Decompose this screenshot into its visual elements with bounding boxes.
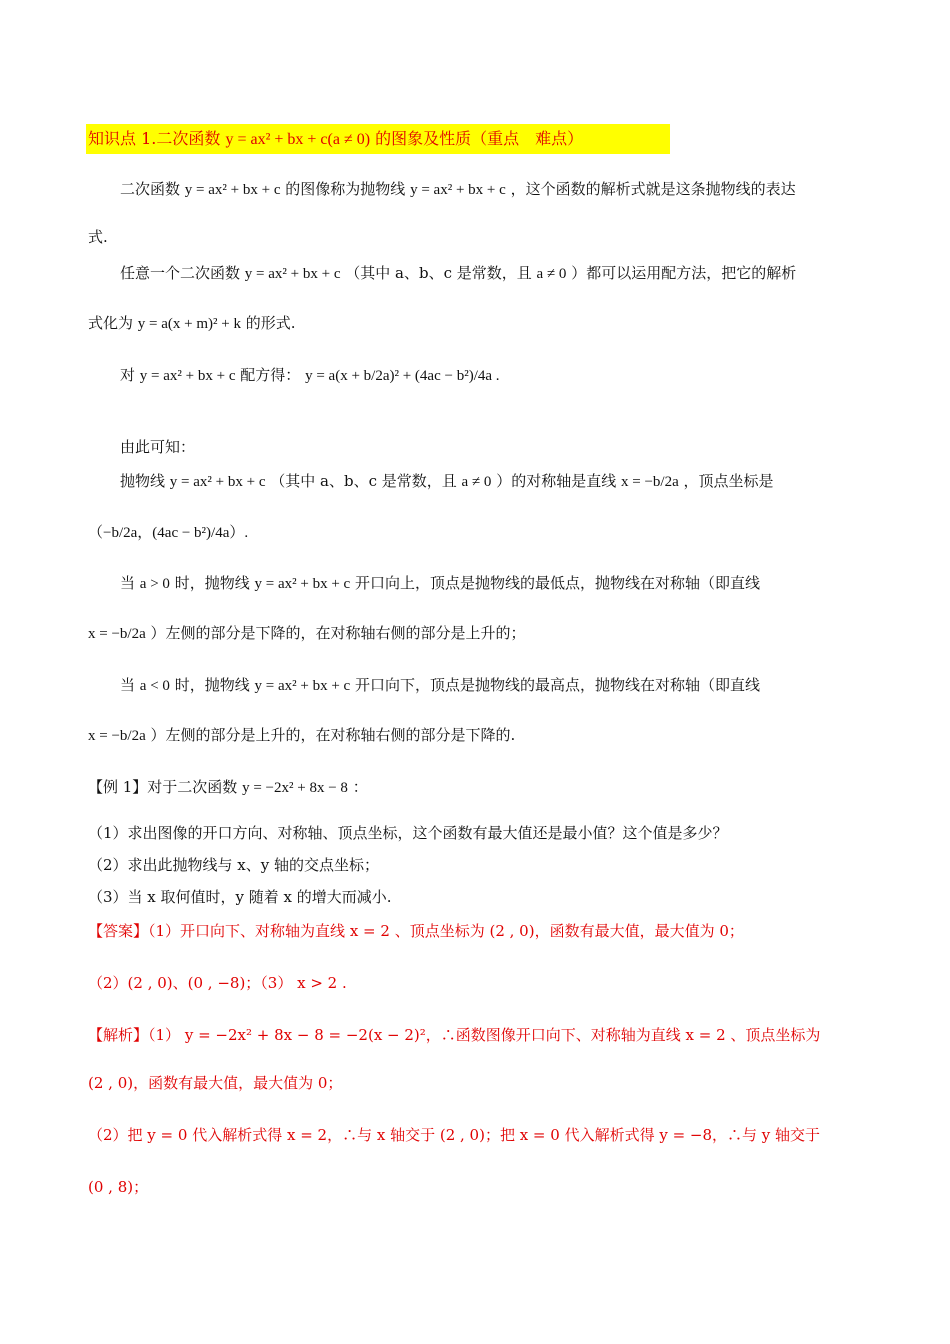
formula: y = ax² + bx + c: [244, 266, 341, 282]
para2-line2: [88, 312, 296, 335]
formula: a ≠ 0: [536, 266, 567, 282]
text: 任意一个二次函数: [120, 264, 241, 282]
formula: a < 0: [139, 678, 170, 694]
formula: y = ax² + bx + c: [254, 576, 351, 592]
analysis-line3: （2）把 y = 0 代入解析式得 x = 2，∴与 x 轴交于 (2 , 0)；把 x = 0 代入解析式得 y = −8，∴与 y 轴交于: [88, 1126, 821, 1144]
text: ）左侧的部分是上升的，在对称轴右侧的部分是下降的.: [150, 726, 516, 744]
formula: a ≠ 0: [461, 474, 492, 490]
text: 式化为: [88, 314, 134, 332]
analysis-label: 【解析】: [88, 1026, 149, 1044]
para6-line2: [88, 622, 526, 645]
section-heading: [88, 128, 583, 151]
formula: y = ax² + bx + c: [184, 182, 281, 198]
para7-line1: [120, 674, 760, 697]
example-title: [88, 776, 368, 799]
formula: a > 0: [139, 576, 170, 592]
text: 对: [120, 366, 136, 384]
text: ，这个函数的解析式就是这条抛物线的表达: [510, 180, 796, 198]
text: 当: [120, 676, 136, 694]
text: 抛物线: [120, 472, 166, 490]
example-q1: （1）求出图像的开口方向、对称轴、顶点坐标，这个函数有最大值还是最小值？这个值是多少？: [88, 824, 728, 842]
answer-line2: （2）(2 , 0)、(0 , −8)；（3） x > 2 .: [88, 974, 347, 992]
text: ）都可以运用配方法，把它的解析: [571, 264, 797, 282]
para7-line2: [88, 724, 515, 747]
text: ，顶点坐标是: [683, 472, 774, 490]
text: 的形式.: [245, 314, 296, 332]
formula: x = −b/2a: [621, 474, 679, 490]
text: （其中 a、b、c 是常数，且: [270, 472, 457, 490]
analysis-line2: (2 , 0)，函数有最大值，最大值为 0；: [88, 1074, 343, 1092]
formula: y = ax² + bx + c: [169, 474, 266, 490]
formula: y = ax² + bx + c: [410, 182, 506, 198]
formula: y = ax² + bx + c: [254, 678, 351, 694]
formula: x = −b/2a: [88, 626, 146, 642]
text: ：: [352, 778, 368, 796]
completed-square-formula: y = a(x + b/2a)² + (4ac − b²)/4a .: [305, 368, 500, 384]
answer-label: 【答案】: [88, 922, 149, 940]
formula: y = −2x² + 8x − 8: [242, 780, 348, 796]
para4: 由此可知：: [120, 438, 196, 456]
example-q2: （2）求出此抛物线与 x、y 轴的交点坐标；: [88, 856, 380, 874]
text: （1）开口向下、对称轴为直线 x = 2 、顶点坐标为 (2 , 0)，函数有最大值，最大值为 0；: [148, 922, 744, 940]
para5-vertex: （−b/2a，(4ac − b²)/4a）.: [88, 525, 249, 541]
heading-prefix: 知识点 1.二次函数: [88, 129, 221, 148]
formula: y = a(x + m)² + k: [137, 316, 241, 332]
para1-line2: 式.: [88, 228, 108, 246]
text: ）左侧的部分是下降的，在对称轴右侧的部分是上升的；: [150, 624, 526, 642]
formula: y = ax² + bx + c: [139, 368, 236, 384]
heading-formula: y = ax² + bx + c(a ≠ 0): [225, 131, 371, 148]
text: 二次函数: [120, 180, 181, 198]
para6-line1: [120, 572, 760, 595]
analysis-line4: (0 , 8)；: [88, 1178, 149, 1196]
text: 当: [120, 574, 136, 592]
para5-line1: [120, 470, 774, 493]
para3-line: [120, 364, 500, 387]
para2-line1: [120, 262, 796, 285]
example-label: 【例 1】对于二次函数: [88, 778, 238, 796]
text: 时，抛物线: [174, 676, 250, 694]
text: 配方得：: [240, 366, 301, 384]
answer-line1: [88, 920, 744, 942]
text: （其中 a、b、c 是常数，且: [345, 264, 532, 282]
text: （1） y = −2x² + 8x − 8 = −2(x − 2)²，∴函数图像开口向下、对称轴为直线 x = 2 、顶点坐标为: [148, 1026, 821, 1044]
formula: x = −b/2a: [88, 728, 146, 744]
text: 的图像称为抛物线: [285, 180, 406, 198]
text: 开口向上，顶点是抛物线的最低点，抛物线在对称轴（即直线: [354, 574, 760, 592]
text: ）的对称轴是直线: [496, 472, 617, 490]
para1-line1: [120, 178, 796, 201]
text: 时，抛物线: [174, 574, 250, 592]
example-q3: （3）当 x 取何值时，y 随着 x 的增大而减小.: [88, 888, 392, 906]
heading-suffix: 的图象及性质（重点 难点）: [375, 129, 584, 148]
text: 开口向下，顶点是抛物线的最高点，抛物线在对称轴（即直线: [354, 676, 760, 694]
analysis-line1: [88, 1024, 820, 1046]
